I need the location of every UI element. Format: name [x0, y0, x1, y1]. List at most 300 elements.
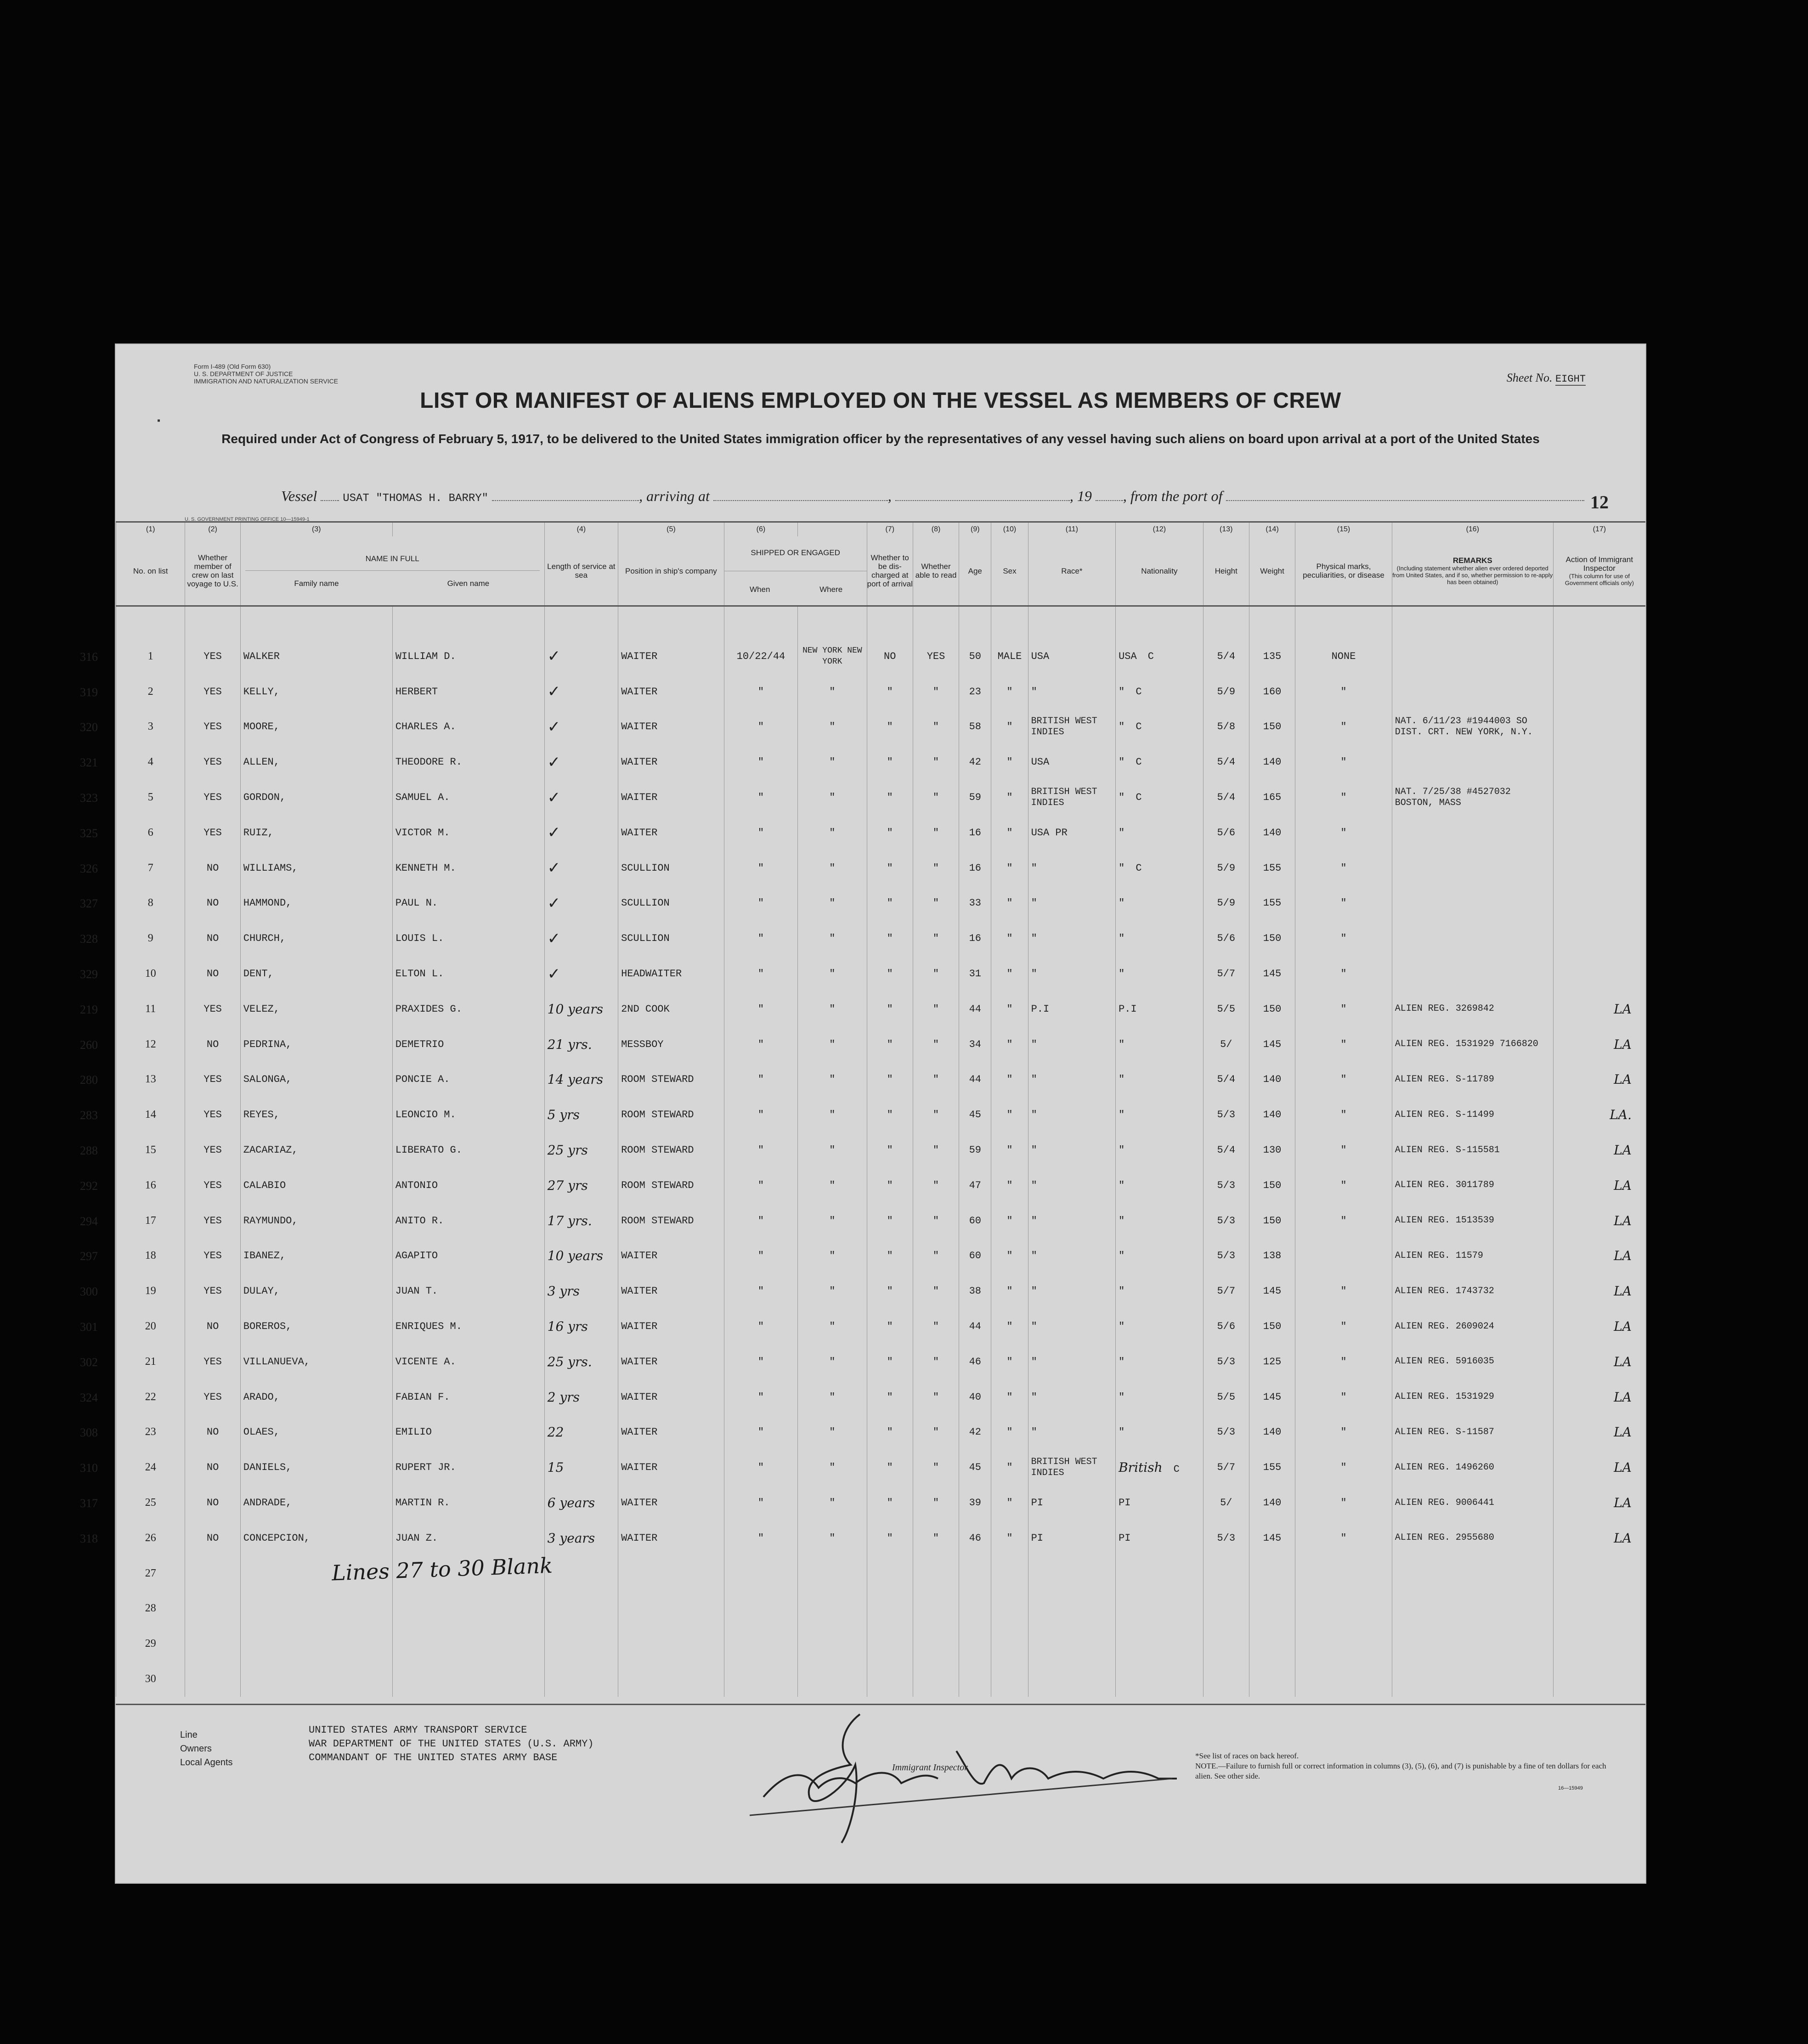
weight-value: 130 — [1263, 1144, 1282, 1156]
race-value: " — [1031, 1321, 1037, 1333]
service-value: ✓ — [547, 859, 561, 878]
cell-remarks — [1392, 1273, 1553, 1309]
cell-prev — [185, 1132, 240, 1168]
empty-cell — [867, 1591, 913, 1627]
sex-value: " — [1006, 1391, 1013, 1403]
empty-cell — [1203, 1626, 1249, 1661]
cell-disch — [867, 1203, 913, 1239]
nat-value: British — [1119, 1460, 1163, 1475]
cell-age — [959, 1273, 991, 1309]
action-value: LA — [1614, 1425, 1632, 1440]
where-value: " — [829, 968, 836, 980]
cell-nat — [1116, 674, 1203, 709]
marks-value: " — [1340, 1144, 1347, 1156]
line-number-annotation: 288 — [80, 1144, 98, 1158]
empty-cell — [1295, 1556, 1392, 1591]
cell-service — [544, 1450, 618, 1485]
prev-value: YES — [203, 1109, 222, 1121]
row-number: 3 — [147, 721, 153, 733]
cell-family — [240, 1027, 392, 1062]
empty-cell — [1116, 1556, 1203, 1591]
marks-value: " — [1340, 1391, 1347, 1403]
cell-remarks — [1392, 815, 1553, 850]
cell-when — [724, 780, 797, 815]
service-value: ✓ — [547, 894, 561, 912]
cell-height — [1203, 956, 1249, 991]
cell-disch — [867, 1273, 913, 1309]
weight-value: 125 — [1263, 1356, 1282, 1368]
height-value: 5/3 — [1217, 1179, 1236, 1191]
cell-no — [80, 850, 185, 886]
given-value: THEODORE R. — [395, 756, 462, 768]
cell-marks — [1295, 744, 1392, 780]
given-value: DEMETRIO — [395, 1038, 444, 1050]
when-value: " — [757, 827, 764, 839]
cell-read — [913, 1097, 959, 1132]
cell-prev — [185, 1309, 240, 1344]
sex-value: " — [1006, 1144, 1013, 1156]
age-value: 34 — [969, 1038, 981, 1050]
vessel-line: Vessel USAT "THOMAS H. BARRY" , arriving at , , 19 , from the port of — [281, 488, 1584, 505]
cell-height — [1203, 1168, 1249, 1203]
cell-marks — [1295, 1273, 1392, 1309]
cell-age — [959, 639, 991, 674]
given-value: SAMUEL A. — [395, 792, 450, 804]
cell-given — [392, 850, 544, 886]
empty-cell — [618, 1661, 724, 1697]
cell-race — [1028, 1344, 1116, 1380]
line-label: Line — [180, 1730, 198, 1740]
cell-where — [798, 991, 867, 1027]
position-value: SCULLION — [621, 897, 670, 909]
position-value: SCULLION — [621, 933, 670, 945]
row-number: 18 — [145, 1250, 156, 1262]
cell-remarks — [1392, 991, 1553, 1027]
where-value: " — [829, 1321, 836, 1333]
cell-no — [80, 639, 185, 674]
table-row — [116, 1450, 1646, 1485]
cell-where — [798, 780, 867, 815]
cell-age — [959, 1344, 991, 1380]
empty-cell — [1028, 1556, 1116, 1591]
prev-value: YES — [203, 1215, 222, 1227]
table-row — [116, 1520, 1646, 1556]
cell-weight — [1249, 1168, 1295, 1203]
cell-given — [392, 1450, 544, 1485]
family-value: CALABIO — [243, 1179, 286, 1191]
where-value: " — [829, 1179, 836, 1191]
cell-prev — [185, 1415, 240, 1450]
line-number-annotation: 323 — [80, 791, 98, 805]
read-value: " — [932, 1462, 939, 1474]
marks-value: " — [1340, 1426, 1347, 1438]
when-value: " — [757, 1532, 764, 1544]
header-able-read: Whether able to read — [913, 536, 959, 606]
marks-value: " — [1340, 933, 1347, 945]
header-weight: Weight — [1249, 536, 1295, 606]
cell-no — [80, 1485, 185, 1520]
family-value: PEDRINA, — [243, 1038, 292, 1050]
table-row — [116, 921, 1646, 956]
year-label: , 19 — [1069, 488, 1092, 504]
when-value: " — [757, 1144, 764, 1156]
cell-marks — [1295, 1344, 1392, 1380]
remarks-value: ALIEN REG. 11579 — [1395, 1250, 1483, 1261]
cell-marks — [1295, 850, 1392, 886]
cell-weight — [1249, 1062, 1295, 1098]
cell-prev — [185, 1485, 240, 1520]
cell-age — [959, 780, 991, 815]
cell-when — [724, 1132, 797, 1168]
cell-position — [618, 850, 724, 886]
row-number: 20 — [145, 1320, 156, 1333]
marks-value: " — [1340, 1215, 1347, 1227]
line-number-annotation: 301 — [80, 1320, 98, 1334]
read-value: " — [932, 1074, 939, 1086]
cell-service — [544, 1344, 618, 1380]
cell-age — [959, 815, 991, 850]
height-value: 5/8 — [1217, 721, 1236, 733]
empty-cell — [618, 1591, 724, 1627]
given-value: PONCIE A. — [395, 1074, 450, 1086]
disch-value: " — [887, 1038, 893, 1050]
cell-marks — [1295, 1062, 1392, 1098]
weight-value: 150 — [1263, 1003, 1282, 1015]
nat-value: " — [1119, 1250, 1125, 1262]
page-number: 12 — [1590, 492, 1609, 512]
remarks-value: NAT. 6/11/23 #1944003 SO DIST. CRT. NEW YORK, N.Y. — [1395, 715, 1533, 738]
cell-service — [544, 921, 618, 956]
disch-value: " — [887, 756, 893, 768]
cell-weight — [1249, 956, 1295, 991]
remarks-value: ALIEN REG. 2955680 — [1395, 1532, 1494, 1543]
prev-value: YES — [203, 1250, 222, 1262]
cell-nat — [1116, 921, 1203, 956]
cell-age — [959, 1415, 991, 1450]
table-row — [116, 1062, 1646, 1098]
height-value: 5/4 — [1217, 650, 1236, 662]
cell-age — [959, 1027, 991, 1062]
cell-disch — [867, 674, 913, 709]
race-value: USA PR — [1031, 827, 1068, 839]
position-value: HEADWAITER — [621, 968, 682, 980]
age-value: 42 — [969, 756, 981, 768]
cell-weight — [1249, 991, 1295, 1027]
cell-where — [798, 1344, 867, 1380]
cell-when — [724, 1309, 797, 1344]
header-nationality: Nationality — [1116, 536, 1203, 606]
action-value: LA — [1614, 1389, 1632, 1405]
age-value: 23 — [969, 686, 981, 698]
action-value: LA — [1614, 1460, 1632, 1475]
service-value: ✓ — [547, 929, 561, 948]
empty-cell — [1203, 1591, 1249, 1627]
cell-disch — [867, 886, 913, 921]
header-member-prev: Whether member of crew on last voyage to U.S. — [185, 536, 240, 606]
column-number: (1) — [116, 522, 185, 537]
when-value: " — [757, 1391, 764, 1403]
cell-given — [392, 1309, 544, 1344]
cell-age — [959, 1097, 991, 1132]
cell-position — [618, 921, 724, 956]
table-row — [116, 780, 1646, 815]
age-value: 40 — [969, 1391, 981, 1403]
weight-value: 140 — [1263, 1497, 1282, 1509]
race-value: USA — [1031, 650, 1050, 662]
read-value: " — [932, 1532, 939, 1544]
given-value: VICENTE A. — [395, 1356, 456, 1368]
cell-no — [80, 956, 185, 991]
when-value: " — [757, 1462, 764, 1474]
row-number: 23 — [145, 1426, 156, 1438]
cell-marks — [1295, 709, 1392, 745]
weight-value: 140 — [1263, 1074, 1282, 1086]
prev-value: YES — [203, 827, 222, 839]
table-row — [116, 886, 1646, 921]
position-value: ROOM STEWARD — [621, 1179, 694, 1191]
position-value: WAITER — [621, 1321, 658, 1333]
line-number-annotation: 328 — [80, 932, 98, 946]
read-value: " — [932, 1038, 939, 1050]
cell-service — [544, 1027, 618, 1062]
age-value: 38 — [969, 1285, 981, 1297]
column-number: (9) — [959, 522, 991, 537]
cell-sex — [991, 1097, 1028, 1132]
cell-height — [1203, 1097, 1249, 1132]
sex-value: " — [1006, 1426, 1013, 1438]
cell-where — [798, 1309, 867, 1344]
cell-read — [913, 1380, 959, 1415]
cell-family — [240, 639, 392, 674]
remarks-value: ALIEN REG. S-11587 — [1395, 1426, 1494, 1437]
disch-value: " — [887, 933, 893, 945]
cell-no — [80, 744, 185, 780]
cell-remarks — [1392, 1203, 1553, 1239]
cell-sex — [991, 1309, 1028, 1344]
cell-family — [240, 1415, 392, 1450]
cell-marks — [1295, 1203, 1392, 1239]
cell-disch — [867, 1027, 913, 1062]
cell-race — [1028, 780, 1116, 815]
punch-mark: ▪ — [157, 416, 161, 426]
cell-prev — [185, 744, 240, 780]
race-value: PI — [1031, 1497, 1043, 1509]
remarks-value: ALIEN REG. 1513539 — [1395, 1215, 1494, 1226]
service-value: ✓ — [547, 964, 561, 983]
cell-prev — [185, 1203, 240, 1239]
nat-value: " — [1119, 1179, 1125, 1191]
empty-cell — [798, 1591, 867, 1627]
action-value: LA — [1614, 1072, 1632, 1087]
cell-where — [798, 1415, 867, 1450]
cell-nat — [1116, 639, 1203, 674]
age-value: 60 — [969, 1215, 981, 1227]
disch-value: " — [887, 1356, 893, 1368]
cell-no — [80, 1344, 185, 1380]
cell-marks — [1295, 1027, 1392, 1062]
cell-where — [798, 1132, 867, 1168]
cell-service — [544, 1485, 618, 1520]
cell-where — [798, 1168, 867, 1203]
row-number: 8 — [147, 897, 153, 909]
nat-value: PI — [1119, 1532, 1131, 1544]
cell-nat — [1116, 1450, 1203, 1485]
line-number-annotation: 327 — [80, 897, 98, 911]
read-value: " — [932, 1215, 939, 1227]
empty-cell — [1392, 1591, 1553, 1627]
marks-value: " — [1340, 1109, 1347, 1121]
empty-cell — [240, 1591, 392, 1627]
cell-where — [798, 1450, 867, 1485]
marks-value: " — [1340, 1321, 1347, 1333]
weight-value: 155 — [1263, 1462, 1282, 1474]
cell-given — [392, 1415, 544, 1450]
position-value: WAITER — [621, 721, 658, 733]
cell-given — [392, 1239, 544, 1274]
cell-where — [798, 850, 867, 886]
cell-family — [240, 744, 392, 780]
header-action — [1553, 536, 1645, 606]
table-row — [116, 1485, 1646, 1520]
cell-weight — [1249, 1097, 1295, 1132]
cell-action — [1553, 1132, 1645, 1168]
read-value: " — [932, 968, 939, 980]
cell-service — [544, 1309, 618, 1344]
row-number: 13 — [145, 1073, 156, 1086]
race-value: " — [1031, 1250, 1037, 1262]
cell-prev — [185, 956, 240, 991]
read-value: " — [932, 721, 939, 733]
line-number-annotation: 280 — [80, 1073, 98, 1087]
cell-race — [1028, 1062, 1116, 1098]
where-value: " — [829, 1109, 836, 1121]
height-value: 5/3 — [1217, 1109, 1236, 1121]
cell-age — [959, 1380, 991, 1415]
cell-where — [798, 744, 867, 780]
cell-nat — [1116, 1097, 1203, 1132]
sex-value: " — [1006, 827, 1013, 839]
where-value: " — [829, 933, 836, 945]
age-value: 46 — [969, 1532, 981, 1544]
cell-position — [618, 1027, 724, 1062]
cell-age — [959, 1203, 991, 1239]
cell-sex — [991, 886, 1028, 921]
owners-value: WAR DEPARTMENT OF THE UNITED STATES (U.S. ARMY) — [309, 1738, 594, 1750]
cell-when — [724, 639, 797, 674]
empty-cell — [913, 1626, 959, 1661]
cell-action — [1553, 639, 1645, 674]
given-value: JUAN T. — [395, 1285, 438, 1297]
height-value: 5/4 — [1217, 792, 1236, 804]
cell-race — [1028, 1027, 1116, 1062]
empty-cell — [724, 1591, 797, 1627]
cell-action — [1553, 1520, 1645, 1556]
family-value: DANIELS, — [243, 1462, 292, 1474]
read-value: " — [932, 686, 939, 698]
marks-value: " — [1340, 721, 1347, 733]
service-value: 10 years — [547, 1248, 603, 1264]
cell-sex — [991, 1450, 1028, 1485]
port-label: , from the port of — [1123, 488, 1223, 504]
cell-service — [544, 1380, 618, 1415]
race-value: P.I — [1031, 1003, 1050, 1015]
cell-family — [240, 780, 392, 815]
where-value: " — [829, 1426, 836, 1438]
line-number-annotation: 294 — [80, 1214, 98, 1228]
prev-value: NO — [206, 968, 219, 980]
given-value: ANTONIO — [395, 1179, 438, 1191]
marks-value: " — [1340, 1356, 1347, 1368]
cell-given — [392, 1132, 544, 1168]
cell-no — [80, 991, 185, 1027]
cell-service — [544, 1168, 618, 1203]
cell-height — [1203, 1415, 1249, 1450]
cell-when — [724, 1520, 797, 1556]
position-value: WAITER — [621, 756, 658, 768]
cell-marks — [1295, 1450, 1392, 1485]
page-title: LIST OR MANIFEST OF ALIENS EMPLOYED ON THE VESSEL AS MEMBERS OF CREW — [420, 389, 1341, 413]
cell-marks — [1295, 991, 1392, 1027]
empty-cell — [1392, 1661, 1553, 1697]
given-value: WILLIAM D. — [395, 650, 456, 662]
weight-value: 155 — [1263, 897, 1282, 909]
cell-family — [240, 1450, 392, 1485]
cell-nat — [1116, 956, 1203, 991]
cell-weight — [1249, 1450, 1295, 1485]
cell-no — [80, 1132, 185, 1168]
cell-service — [544, 815, 618, 850]
sex-value: " — [1006, 862, 1013, 874]
cell-given — [392, 991, 544, 1027]
cell-marks — [1295, 674, 1392, 709]
empty-cell — [185, 1556, 240, 1591]
cell-weight — [1249, 1380, 1295, 1415]
cell-action — [1553, 1415, 1645, 1450]
cell-action — [1553, 1027, 1645, 1062]
cell-read — [913, 674, 959, 709]
row-number: 17 — [145, 1214, 156, 1227]
header-race: Race* — [1028, 536, 1116, 606]
given-value: AGAPITO — [395, 1250, 438, 1262]
row-number: 14 — [145, 1109, 156, 1121]
cell-family — [240, 1097, 392, 1132]
spacer-row — [116, 606, 1646, 639]
race-value: " — [1031, 686, 1037, 698]
when-value: " — [757, 1250, 764, 1262]
position-value: WAITER — [621, 1532, 658, 1544]
row-number: 25 — [145, 1497, 156, 1509]
empty-cell — [798, 1626, 867, 1661]
weight-value: 140 — [1263, 827, 1282, 839]
cell-disch — [867, 1097, 913, 1132]
empty-cell — [1249, 1626, 1295, 1661]
empty-cell — [544, 1591, 618, 1627]
cell-read — [913, 815, 959, 850]
given-value: PRAXIDES G. — [395, 1003, 462, 1015]
prev-value: YES — [203, 1356, 222, 1368]
position-value: 2ND COOK — [621, 1003, 670, 1015]
position-value: MESSBOY — [621, 1038, 664, 1050]
nat-code: C — [1136, 792, 1142, 804]
cell-given — [392, 780, 544, 815]
action-value: LA — [1614, 1001, 1632, 1017]
race-value: " — [1031, 1426, 1037, 1438]
disch-value: " — [887, 792, 893, 804]
cell-family — [240, 956, 392, 991]
cell-read — [913, 1027, 959, 1062]
cell-race — [1028, 921, 1116, 956]
empty-cell — [1295, 1661, 1392, 1697]
